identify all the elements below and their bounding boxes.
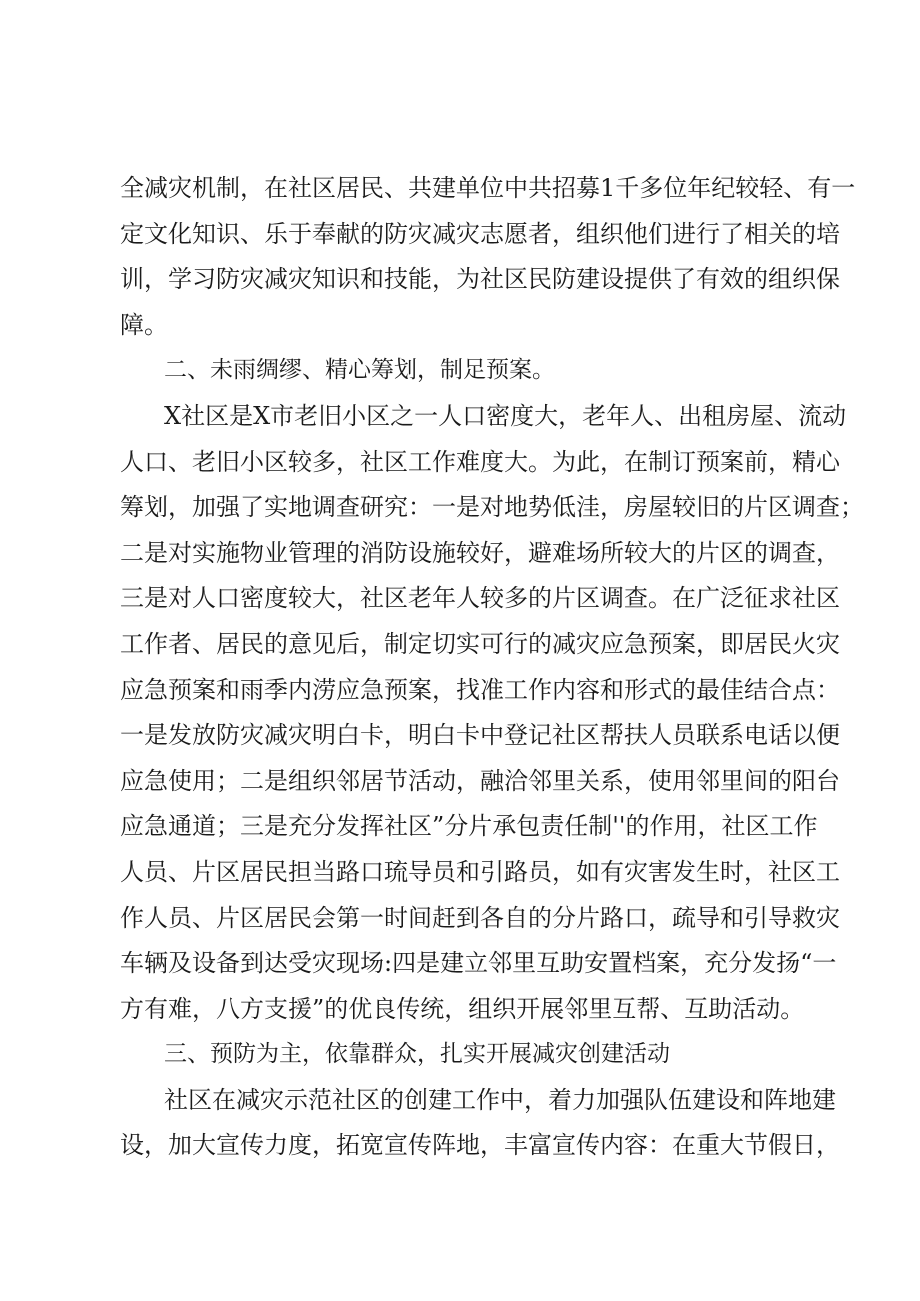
text-line: 筹划，加强了实地调查研究：一是对地势低洼，房屋较旧的片区调查； bbox=[120, 493, 864, 522]
text-line: 应急预案和雨季内涝应急预案，找准工作内容和形式的最佳结合点： bbox=[120, 675, 840, 704]
text-line: 设，加大宣传力度，拓宽宣传阵地，丰富宣传内容：在重大节假日， bbox=[120, 1131, 840, 1160]
paragraph-intro bbox=[120, 166, 856, 348]
text-line: 人口、老旧小区较多，社区工作难度大。为此，在制订预案前，精心 bbox=[120, 447, 840, 476]
document-body bbox=[120, 166, 864, 1169]
text-line: 训，学习防灾减灾知识和技能，为社区民防建设提供了有效的组织保 bbox=[120, 265, 840, 294]
text-line: 应急通道；三是充分发挥社区”分片承包责任制''的作用，社区工作 bbox=[120, 812, 818, 841]
text-line: 障。 bbox=[120, 310, 168, 339]
text-line: 全减灾机制，在社区居民、共建单位中共招募1千多位年纪较轻、有一 bbox=[120, 174, 856, 202]
text-line: 三是对人口密度较大，社区老年人较多的片区调查。在广泛征求社区 bbox=[120, 584, 840, 613]
text-line: 作人员、片区居民会第一时间赶到各自的分片路口，疏导和引导救灾 bbox=[120, 903, 840, 932]
text-line: 人员、片区居民担当路口琉导员和引路员，如有灾害发生时，社区工 bbox=[120, 857, 840, 886]
paragraph-2 bbox=[120, 394, 864, 1032]
paragraph-3 bbox=[120, 1078, 840, 1169]
text-line: 车辆及设备到达受灾现场:四是建立邻里互助安置档案，充分发扬“一 bbox=[120, 949, 837, 978]
text-line: X社区是X市老旧小区之一人口密度大，老年人、出租房屋、流动 bbox=[164, 401, 847, 430]
text-line: 方有难，八方支援”的优良传统，组织开展邻里互帮、互助活动。 bbox=[120, 994, 805, 1023]
text-line: 二是对实施物业管理的消防设施较好，避难场所较大的片区的调查， bbox=[120, 538, 840, 567]
text-line: 社区在减灾示范社区的创建工作中，着力加强队伍建设和阵地建 bbox=[164, 1085, 836, 1114]
text-line: 工作者、居民的意见后，制定切实可行的减灾应急预案，即居民火灾 bbox=[120, 629, 840, 658]
text-line: 一是发放防灾减灾明白卡，明白卡中登记社区帮扶人员联系电话以便 bbox=[120, 721, 840, 750]
text-line: 应急使用；二是组织邻居节活动，融洽邻里关系，使用邻里间的阳台 bbox=[120, 766, 840, 795]
section-heading-2: 二、未雨绸缪、精心筹划，制足预案。 bbox=[164, 357, 555, 384]
text-line: 定文化知识、乐于奉献的防灾减灾志愿者，组织他们进行了相关的培 bbox=[120, 219, 840, 248]
section-heading-3: 三、预防为主，依靠群众，扎实开展减灾创建活动 bbox=[164, 1041, 670, 1068]
